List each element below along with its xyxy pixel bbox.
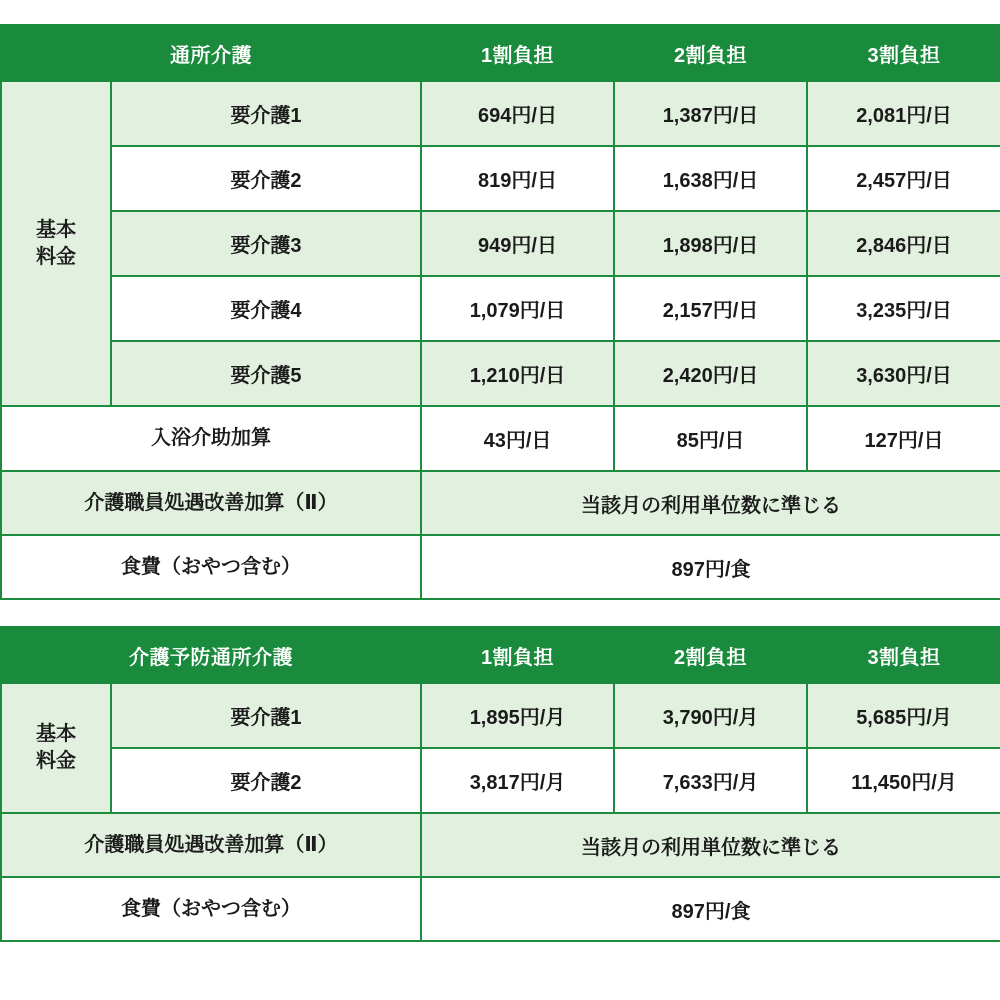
value-meal-fee: 897円/食 [421,535,1000,599]
header-burden-2: 2割負担 [614,25,807,81]
value-burden-1: 1,895円/月 [421,683,614,748]
value-burden-1: 1,210円/日 [421,341,614,406]
table-header-row [1,25,1000,81]
value-burden-1: 43円/日 [421,406,614,471]
table-row [1,471,1000,535]
row-label-meal-fee: 食費（おやつ含む） [1,877,421,941]
row-label-staff-improvement: 介護職員処遇改善加算（Ⅱ） [1,813,421,877]
table-row [1,341,1000,406]
care-level-label: 要介護4 [111,276,421,341]
value-burden-2: 3,790円/月 [614,683,807,748]
value-staff-improvement-note: 当該月の利用単位数に準じる [421,813,1000,877]
value-burden-3: 5,685円/月 [807,683,1000,748]
care-level-label: 要介護2 [111,748,421,813]
value-burden-1: 694円/日 [421,81,614,146]
value-burden-3: 2,081円/日 [807,81,1000,146]
table-row [1,748,1000,813]
value-burden-3: 3,630円/日 [807,341,1000,406]
value-burden-1: 949円/日 [421,211,614,276]
value-burden-2: 2,157円/日 [614,276,807,341]
basic-fee-line1: 基本 [36,218,76,241]
value-burden-1: 819円/日 [421,146,614,211]
value-staff-improvement-note: 当該月の利用単位数に準じる [421,471,1000,535]
table-header-row [1,627,1000,683]
row-label-meal-fee: 食費（おやつ含む） [1,535,421,599]
table-row [1,81,1000,146]
table-row [1,535,1000,599]
care-level-label: 要介護1 [111,683,421,748]
header-service-name: 介護予防通所介護 [1,627,421,683]
table-row [1,877,1000,941]
value-burden-2: 7,633円/月 [614,748,807,813]
fee-table-yobo-tsusho-kaigo [0,626,1000,942]
value-burden-1: 1,079円/日 [421,276,614,341]
header-service-name: 通所介護 [1,25,421,81]
basic-fee-line2: 料金 [36,750,76,772]
row-label-staff-improvement: 介護職員処遇改善加算（Ⅱ） [1,471,421,535]
row-label-basic-fee [1,81,111,406]
value-burden-3: 2,846円/日 [807,211,1000,276]
value-burden-2: 1,898円/日 [614,211,807,276]
header-burden-3: 3割負担 [807,25,1000,81]
care-level-label: 要介護5 [111,341,421,406]
header-burden-1: 1割負担 [421,627,614,683]
table-row [1,406,1000,471]
table-row [1,276,1000,341]
value-burden-2: 85円/日 [614,406,807,471]
value-burden-3: 11,450円/月 [807,748,1000,813]
row-label-basic-fee [1,683,111,813]
value-burden-3: 127円/日 [807,406,1000,471]
care-level-label: 要介護1 [111,81,421,146]
table-row [1,683,1000,748]
header-burden-1: 1割負担 [421,25,614,81]
care-level-label: 要介護3 [111,211,421,276]
care-level-label: 要介護2 [111,146,421,211]
basic-fee-line2: 料金 [36,245,76,268]
value-burden-3: 2,457円/日 [807,146,1000,211]
value-meal-fee: 897円/食 [421,877,1000,941]
header-burden-2: 2割負担 [614,627,807,683]
value-burden-2: 2,420円/日 [614,341,807,406]
table-row [1,146,1000,211]
table-row [1,813,1000,877]
value-burden-2: 1,387円/日 [614,81,807,146]
header-burden-3: 3割負担 [807,627,1000,683]
value-burden-1: 3,817円/月 [421,748,614,813]
basic-fee-line1: 基本 [36,723,76,745]
value-burden-3: 3,235円/日 [807,276,1000,341]
value-burden-2: 1,638円/日 [614,146,807,211]
table-row [1,211,1000,276]
fee-table-tsusho-kaigo [0,24,1000,600]
row-label-bathing-assist: 入浴介助加算 [1,406,421,471]
